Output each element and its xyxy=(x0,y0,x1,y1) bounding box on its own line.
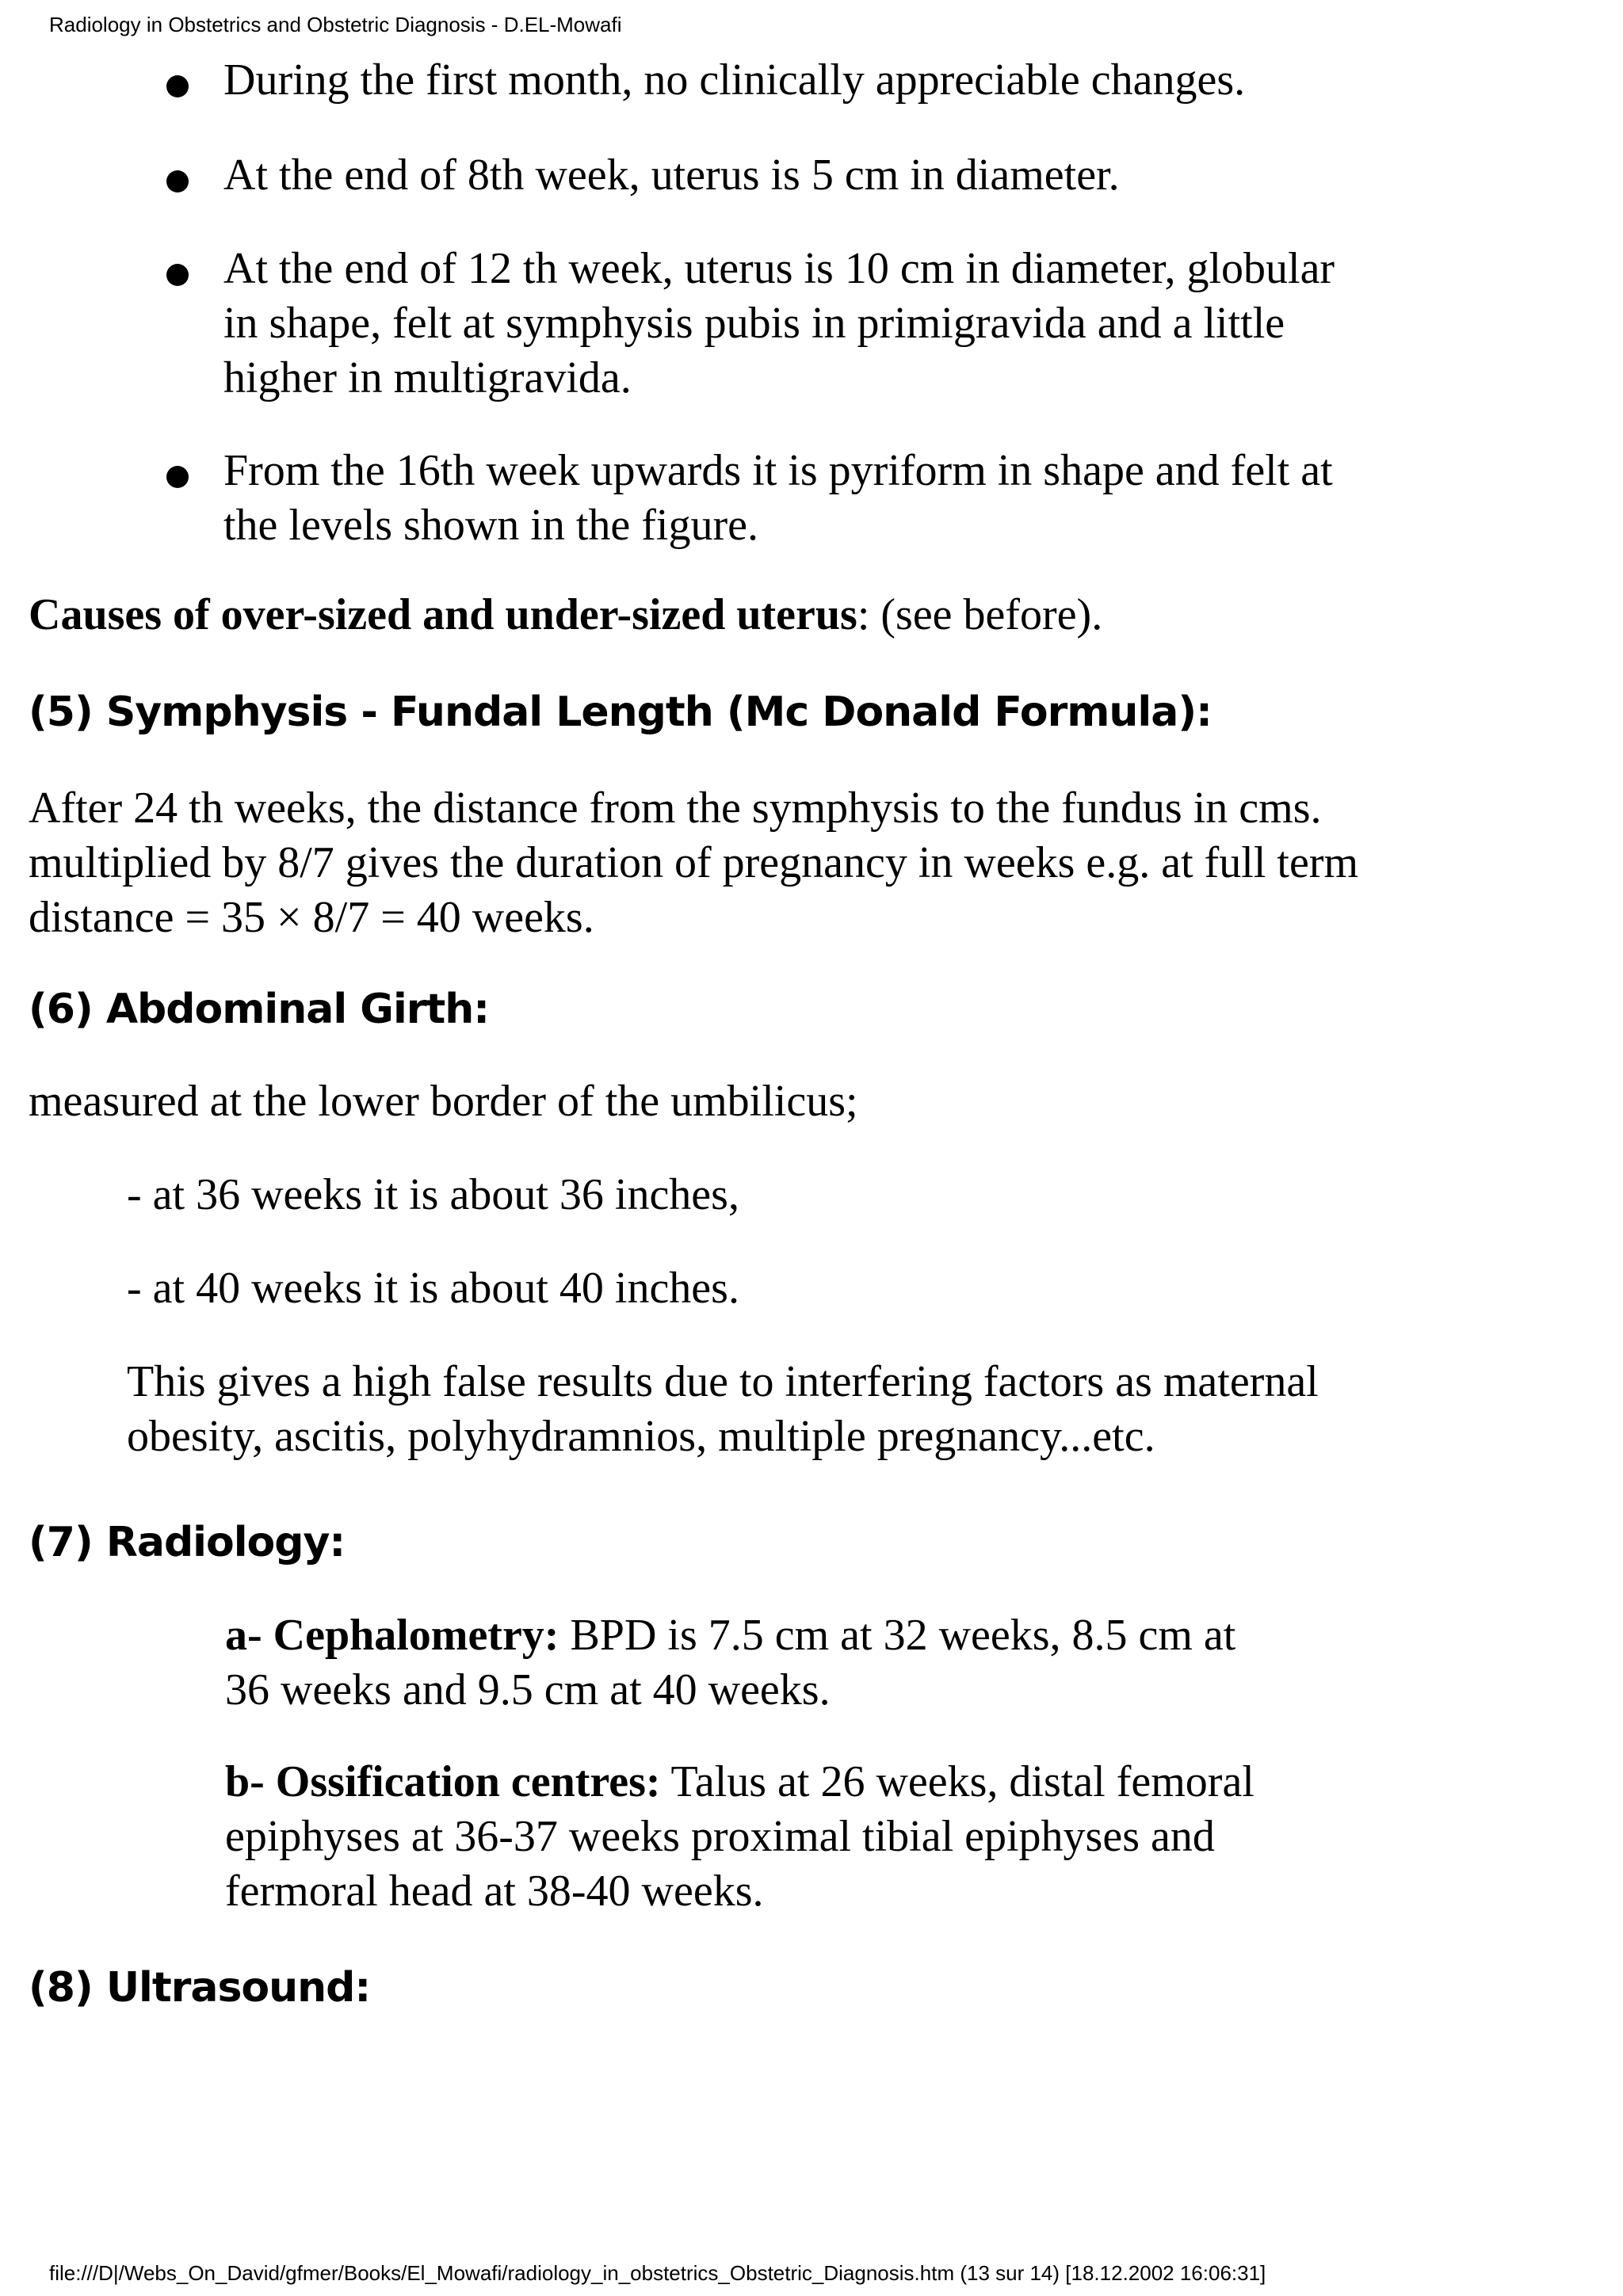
section-6-heading: (6) Abdominal Girth: xyxy=(29,986,490,1033)
bullet-text: During the first month, no clinically appreciable changes. xyxy=(223,55,1246,105)
section-6-intro: measured at the lower border of the umbilicus; xyxy=(29,1077,858,1126)
bullet-text: At the end of 12 th week, uterus is 10 cm in diameter, globular in shape, felt at symphysis pubis in primigravida and a little higher in multigravida. xyxy=(223,244,1335,402)
causes-paragraph xyxy=(29,588,1102,643)
section-6-item-36-weeks: - at 36 weeks it is about 36 inches, xyxy=(127,1170,739,1219)
page-footer-url: file:///D|/Webs_On_David/gfmer/Books/El_Mowafi/radiology_in_obstetrics_Obstetric_Diagnosis.htm (13 sur 14) [18.12.2002 16:06:31] xyxy=(49,2261,1266,2285)
section-5-heading: (5) Symphysis - Fundal Length (Mc Donald Formula): xyxy=(29,688,1212,736)
bullet-dot-icon xyxy=(166,264,189,286)
section-6-item-40-weeks: - at 40 weeks it is about 40 inches. xyxy=(127,1264,739,1313)
page-header-title: Radiology in Obstetrics and Obstetric Diagnosis - D.EL-Mowafi xyxy=(49,13,622,36)
bullet-dot-icon xyxy=(166,170,189,193)
section-8-heading: (8) Ultrasound: xyxy=(29,1964,371,2012)
section-5-paragraph: After 24 th weeks, the distance from the symphysis to the fundus in cms. multiplied by 8/7 gives the duration of pregnancy in weeks e.g. at full term distance = 35 × 8/7 = 40 weeks. xyxy=(29,784,1359,942)
causes-rest: : (see before). xyxy=(857,590,1103,639)
bullet-dot-icon xyxy=(166,466,189,488)
section-7-heading: (7) Radiology: xyxy=(29,1519,346,1566)
bullet-text: From the 16th week upwards it is pyriform in shape and felt at the levels shown in the figure. xyxy=(223,446,1333,550)
section-7-item-cephalometry: a- Cephalometry: BPD is 7.5 cm at 32 weeks, 8.5 cm at 36 weeks and 9.5 cm at 40 weeks. xyxy=(225,1611,1236,1714)
causes-bold-label: Causes of over-sized and under-sized uterus xyxy=(29,590,857,639)
bullet-text: At the end of 8th week, uterus is 5 cm in diameter. xyxy=(223,151,1120,200)
bullet-dot-icon xyxy=(166,75,189,97)
cephalometry-label: a- Cephalometry: xyxy=(225,1611,559,1660)
section-6-note: This gives a high false results due to interfering factors as maternal obesity, ascitis, polyhydramnios, multiple pregnancy...etc. xyxy=(127,1357,1319,1461)
section-7-item-ossification: b- Ossification centres: Talus at 26 weeks, distal femoral epiphyses at 36-37 weeks proximal tibial epiphyses and fermoral head at 38-40 weeks. xyxy=(225,1757,1254,1916)
ossification-label: b- Ossification centres: xyxy=(225,1757,661,1806)
